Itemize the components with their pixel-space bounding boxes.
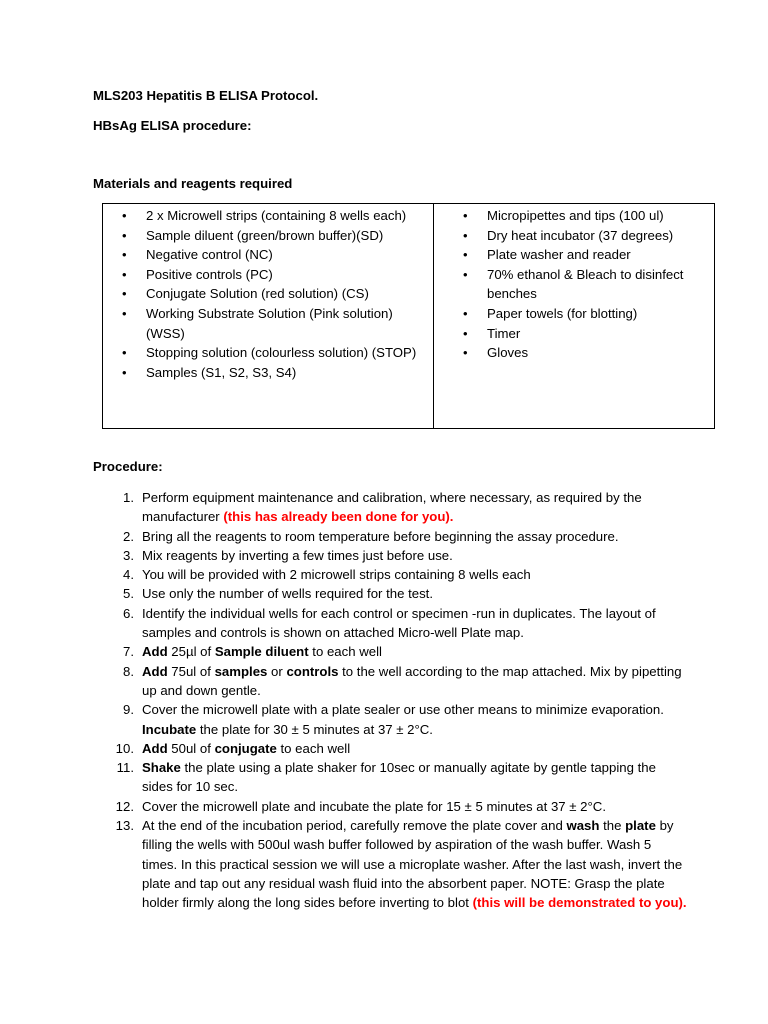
material-text: Paper towels (for blotting) — [487, 305, 638, 321]
step-fragment: to the well according to the map attached. Mix by pipetting up and down gentle. — [142, 663, 682, 698]
step-text — [142, 741, 350, 756]
procedure-step — [110, 604, 690, 643]
material-item — [117, 245, 417, 265]
bullet-icon: • — [122, 286, 127, 302]
step-number: 2. — [123, 528, 134, 544]
procedure-step — [110, 739, 690, 758]
step-fragment: the plate using a plate shaker for 10sec or manually agitate by gentle tapping the sides for 10 sec. — [142, 760, 656, 795]
bullet-icon: • — [122, 345, 127, 361]
step-fragment: At the end of the incubation period, carefully remove the plate cover and — [142, 818, 567, 834]
bullet-icon: • — [122, 364, 127, 380]
bullet-icon: • — [463, 345, 468, 361]
bullet-icon: • — [463, 325, 468, 341]
bold-text: Add — [142, 644, 168, 660]
step-number: 5. — [123, 586, 134, 602]
step-number: 7. — [123, 644, 134, 660]
material-item — [458, 226, 708, 246]
bullet-icon: • — [122, 208, 127, 223]
material-text: Negative control (NC) — [146, 247, 273, 263]
step-text — [142, 606, 656, 640]
step-text — [142, 664, 682, 698]
material-text: Working Substrate Solution (Pink solution) (WSS) — [146, 305, 393, 341]
step-fragment: Cover the microwell plate with a plate sealer or use other means to minimize evaporation. — [142, 702, 664, 718]
document-subtitle: HBsAg ELISA procedure: — [93, 118, 252, 133]
materials-left-list — [117, 206, 417, 382]
step-fragment: the — [599, 818, 626, 834]
material-text: Micropipettes and tips (100 ul) — [487, 208, 664, 223]
procedure-step — [110, 584, 690, 603]
bold-text: samples — [214, 663, 268, 679]
bold-text: wash — [566, 818, 600, 834]
bullet-icon: • — [122, 227, 127, 243]
step-number: 3. — [123, 547, 134, 563]
step-number: 6. — [123, 605, 134, 621]
step-fragment: You will be provided with 2 microwell strips containing 8 wells each — [142, 567, 531, 583]
material-item — [458, 304, 708, 324]
bold-text: controls — [286, 663, 339, 679]
step-fragment: Bring all the reagents to room temperature before beginning the assay procedure. — [142, 528, 619, 544]
step-text — [142, 567, 531, 582]
procedure-step — [110, 816, 690, 912]
step-fragment: the plate for 30 ± 5 minutes at 37 ± 2°C. — [196, 721, 433, 737]
material-text: 70% ethanol & Bleach to disinfect benches — [487, 266, 684, 302]
bullet-icon: • — [122, 266, 127, 282]
bold-text: Add — [142, 663, 168, 679]
table-divider — [433, 204, 434, 428]
material-text: Dry heat incubator (37 degrees) — [487, 227, 674, 243]
step-text — [142, 644, 382, 659]
materials-right-list — [458, 206, 708, 363]
material-item — [117, 284, 417, 304]
step-text — [142, 760, 656, 794]
material-item — [458, 206, 708, 226]
material-item — [458, 343, 708, 363]
step-fragment: Cover the microwell plate and incubate the plate for 15 ± 5 minutes at 37 ± 2°C. — [142, 798, 606, 814]
material-item — [117, 363, 417, 383]
material-text: 2 x Microwell strips (containing 8 wells each) — [146, 208, 407, 223]
step-number: 12. — [115, 798, 134, 814]
step-fragment: to each well — [276, 740, 351, 756]
step-fragment: to each well — [308, 644, 382, 660]
step-fragment: 50ul of — [167, 740, 215, 756]
procedure-heading: Procedure: — [93, 459, 163, 474]
bold-text: Add — [142, 740, 168, 756]
material-item — [117, 265, 417, 285]
step-number: 13. — [115, 818, 134, 834]
bold-text: Shake — [142, 760, 181, 776]
material-item — [117, 304, 417, 343]
step-text — [142, 702, 664, 736]
bold-text: Sample diluent — [214, 644, 309, 660]
bold-text: plate — [625, 818, 656, 834]
step-text — [142, 529, 619, 544]
procedure-step — [110, 642, 690, 661]
document-title: MLS203 Hepatitis B ELISA Protocol. — [93, 88, 319, 103]
step-text — [142, 799, 606, 814]
material-item — [458, 245, 708, 265]
procedure-step — [110, 527, 690, 546]
material-text: Sample diluent (green/brown buffer)(SD) — [146, 227, 384, 243]
procedure-steps — [110, 488, 690, 913]
step-number: 1. — [123, 490, 134, 505]
step-fragment: Perform equipment maintenance and calibration, where necessary, as required by the manufacturer — [142, 490, 642, 525]
procedure-step — [110, 700, 690, 739]
bold-text: Incubate — [142, 721, 197, 737]
material-item — [458, 324, 708, 344]
step-number: 10. — [115, 740, 134, 756]
step-number: 8. — [123, 663, 134, 679]
bullet-icon: • — [463, 208, 468, 223]
procedure-step — [110, 662, 690, 701]
procedure-step — [110, 565, 690, 584]
material-item — [117, 226, 417, 246]
material-text: Stopping solution (colourless solution) (STOP) — [146, 345, 417, 361]
step-text — [142, 818, 687, 910]
step-fragment: or — [267, 663, 287, 679]
material-item — [117, 343, 417, 363]
highlight-note: (this has already been done for you). — [223, 509, 454, 525]
step-text — [142, 548, 453, 563]
material-text: Positive controls (PC) — [146, 266, 273, 282]
procedure-step — [110, 797, 690, 816]
step-number: 11. — [116, 760, 134, 776]
bullet-icon: • — [463, 247, 468, 263]
material-item — [117, 206, 417, 226]
bullet-icon: • — [122, 305, 127, 321]
material-text: Plate washer and reader — [487, 247, 631, 263]
procedure-step — [110, 546, 690, 565]
material-item — [458, 265, 708, 304]
bullet-icon: • — [463, 305, 468, 321]
step-number: 9. — [123, 702, 134, 718]
step-fragment: Mix reagents by inverting a few times just before use. — [142, 547, 453, 563]
step-text — [142, 490, 642, 524]
procedure-step — [110, 758, 690, 797]
materials-table — [102, 203, 715, 429]
step-fragment: Use only the number of wells required for the test. — [142, 586, 434, 602]
material-text: Conjugate Solution (red solution) (CS) — [146, 286, 369, 302]
bullet-icon: • — [122, 247, 127, 263]
procedure-step — [110, 488, 690, 527]
step-number: 4. — [123, 567, 134, 583]
material-text: Gloves — [487, 345, 529, 361]
bullet-icon: • — [463, 227, 468, 243]
step-fragment: 75ul of — [167, 663, 215, 679]
bullet-icon: • — [463, 266, 468, 282]
step-fragment: by filling the wells with 500ul wash buffer followed by aspiration of the wash buffer. Wash 5 times. In this practical session we will use a microplate washer. After the last wash, invert the plate and tap out any residual wash fluid into the absorbent paper. NOTE: Grasp the plate holder firmly along the long sides before inverting to blot — [142, 818, 683, 911]
step-fragment: Identify the individual wells for each control or specimen -run in duplicates. The layout of samples and controls is shown on attached Micro-well Plate map. — [142, 605, 656, 641]
step-text — [142, 586, 433, 601]
material-text: Timer — [487, 325, 521, 341]
materials-heading: Materials and reagents required — [93, 176, 293, 191]
highlight-note: (this will be demonstrated to you). — [472, 895, 687, 911]
material-text: Samples (S1, S2, S3, S4) — [146, 364, 297, 380]
step-fragment: 25µl of — [167, 644, 215, 660]
bold-text: conjugate — [214, 740, 277, 756]
